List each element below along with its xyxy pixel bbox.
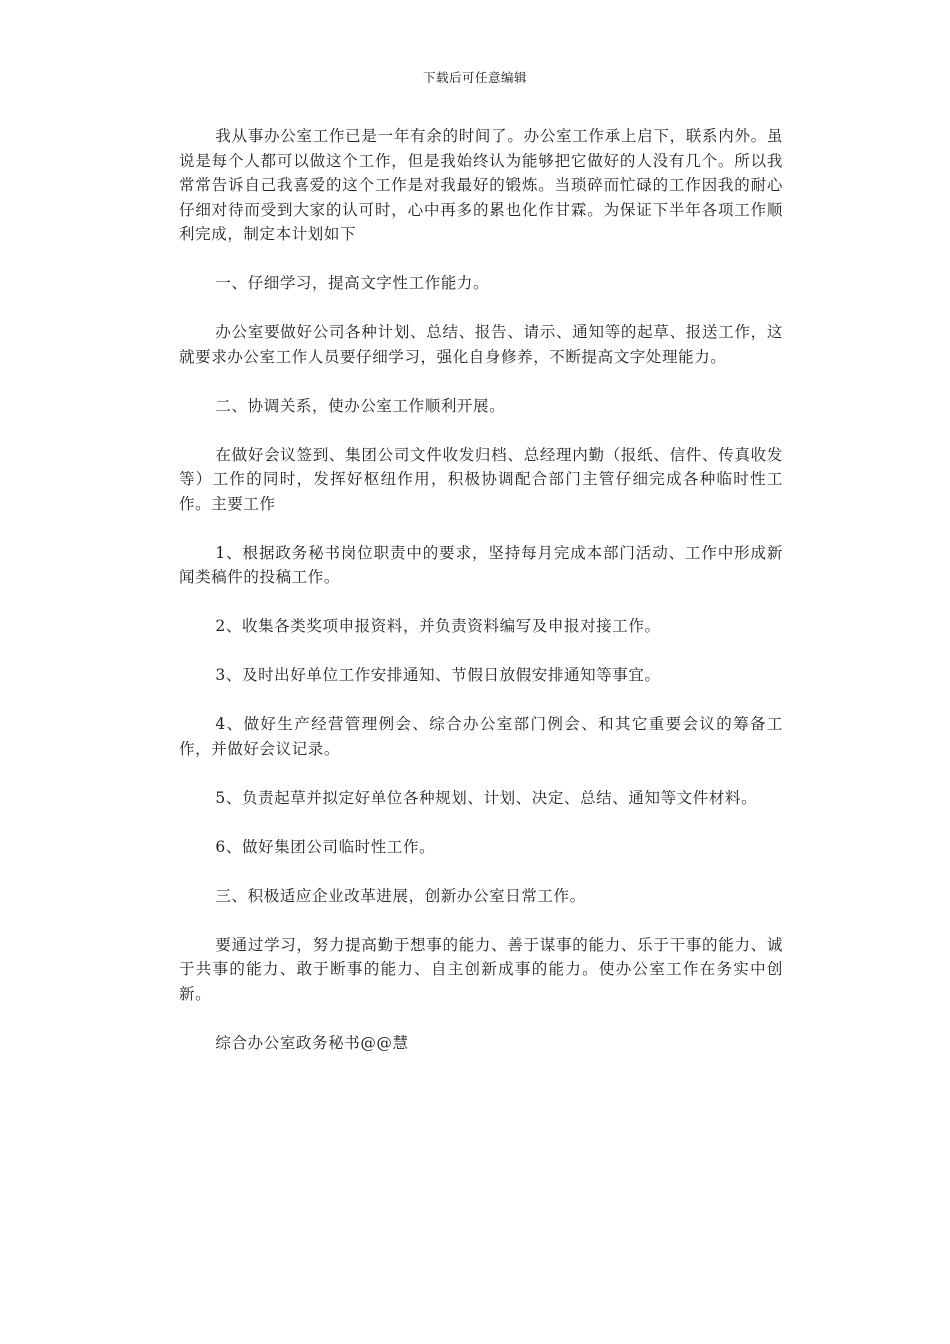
intro-paragraph: 我从事办公室工作已是一年有余的时间了。办公室工作承上启下，联系内外。虽说是每个人都可以做这个工作，但是我始终认为能够把它做好的人没有几个。所以我常常告诉自己我喜爱的这个工作是对我最好的锻炼。当琐碎而忙碌的工作因我的耐心仔细对待而受到大家的认可时，心中再多的累也化作甘霖。为保证下半年各项工作顺利完成，制定本计划如下: [179, 127, 783, 243]
page-header: 下载后可任意编辑: [422, 70, 527, 85]
task-item-1: 1、根据政务秘书岗位职责中的要求，坚持每月完成本部门活动、工作中形成新闻类稿件的投稿工作。: [179, 543, 783, 586]
section-heading-1: 一、仔细学习，提高文字性工作能力。: [215, 274, 490, 292]
task-item-3: 3、及时出好单位工作安排通知、节假日放假安排通知等事宜。: [215, 666, 661, 684]
section-paragraph-1: 办公室要做好公司各种计划、总结、报告、请示、通知等的起草、报送工作，这就要求办公室工作人员要仔细学习，强化自身修养，不断提高文字处理能力。: [179, 323, 783, 366]
section-heading-2: 二、协调关系，使办公室工作顺利开展。: [215, 396, 506, 415]
section-paragraph-2: 在做好会议签到、集团公司文件收发归档、总经理内勤（报纸、信件、传真收发等）工作的同时，发挥好枢纽作用，积极协调配合部门主管仔细完成各种临时性工作。主要工作: [179, 445, 783, 513]
task-item-6: 6、做好集团公司临时性工作。: [215, 837, 436, 856]
task-item-2: 2、收集各类奖项申报资料，并负责资料编写及申报对接工作。: [215, 617, 661, 635]
section-heading-3: 三、积极适应企业改革进展，创新办公室日常工作。: [215, 886, 586, 905]
task-item-5: 5、负责起草并拟定好单位各种规划、计划、决定、总结、通知等文件材料。: [215, 788, 758, 807]
document-body: [179, 124, 783, 1055]
task-item-4: 4、做好生产经营管理例会、综合办公室部门例会、和其它重要会议的筹备工作，并做好会议记录。: [179, 715, 783, 758]
section-paragraph-3: 要通过学习，努力提高勤于想事的能力、善于谋事的能力、乐于干事的能力、诚于共事的能力、敢于断事的能力、自主创新成事的能力。使办公室工作在务实中创新。: [179, 935, 783, 1003]
signature: 综合办公室政务秘书@@慧: [215, 1033, 409, 1052]
